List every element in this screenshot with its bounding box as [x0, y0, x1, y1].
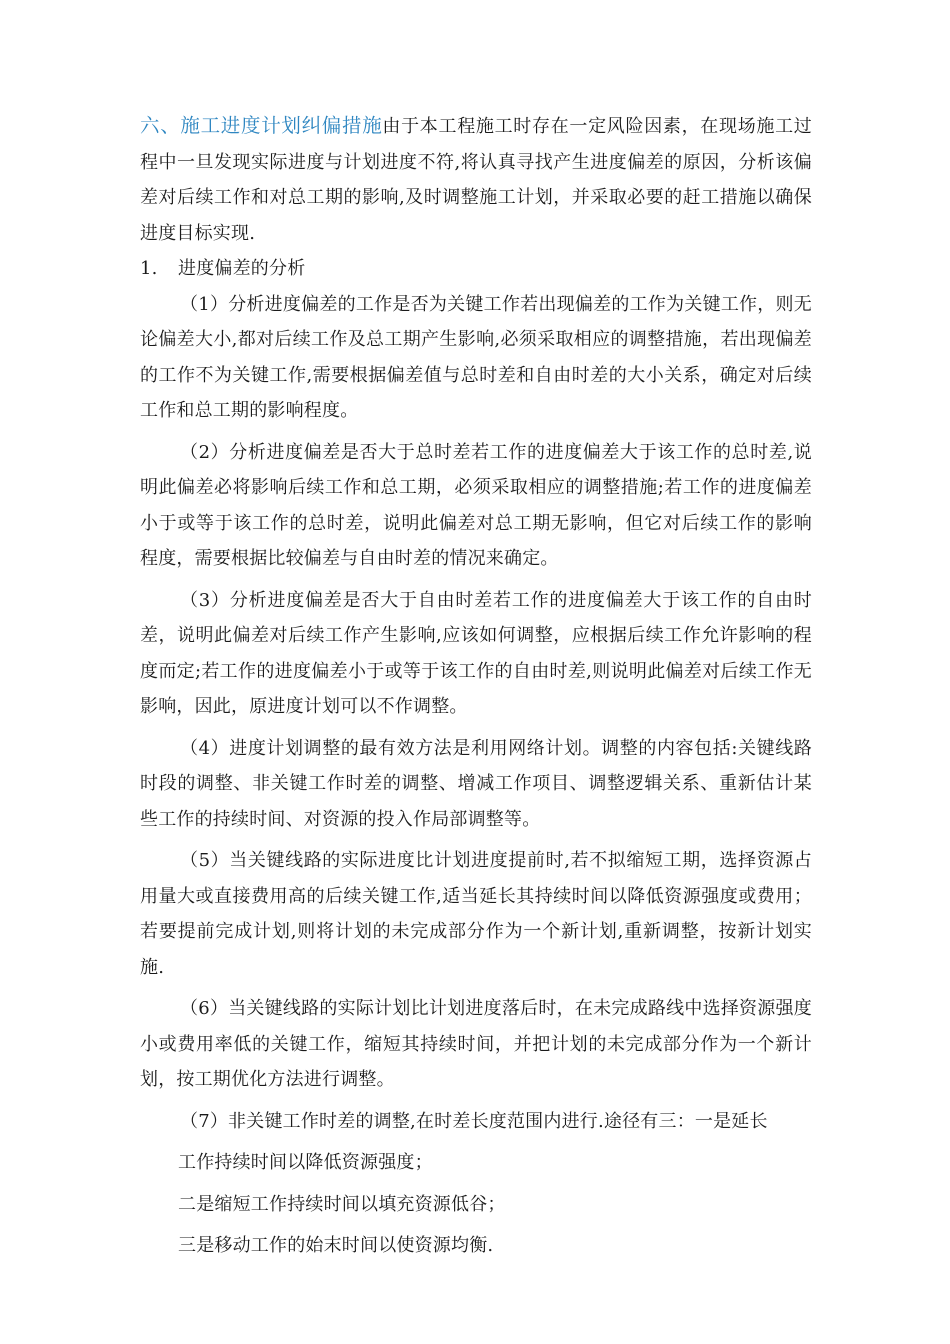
- document-body: [140, 108, 812, 1264]
- item-2-paragraph: （2）分析进度偏差是否大于总时差若工作的进度偏差大于该工作的总时差,说明此偏差必将影响后续工作和总工期，必须采取相应的调整措施;若工作的进度偏差小于或等于该工作的总时差，说明此偏差对总工期无影响，但它对后续工作的影响程度，需要根据比较偏差与自由时差的情况来确定。: [140, 441, 812, 569]
- item-6-paragraph: （6）当关键线路的实际计划比计划进度落后时，在未完成路线中选择资源强度小或费用率低的关键工作，缩短其持续时间，并把计划的未完成部分作为一个新计划，按工期优化方法进行调整。: [140, 998, 812, 1090]
- item-7-line-3: 三是移动工作的始末时间以使资源均衡.: [178, 1235, 494, 1256]
- section-1-title: [140, 251, 812, 287]
- item-1-paragraph: （1）分析进度偏差的工作是否为关键工作若出现偏差的工作为关键工作，则无论偏差大小,都对后续工作及总工期产生影响,必须采取相应的调整措施，若出现偏差的工作不为关键工作,需要根据偏差值与总时差和自由时差的大小关系，确定对后续工作和总工期的影响程度。: [140, 293, 812, 421]
- item-5-paragraph: （5）当关键线路的实际进度比计划进度提前时,若不拟缩短工期，选择资源占用量大或直接费用高的后续关键工作,适当延长其持续时间以降低资源强度或费用；若要提前完成计划,则将计划的未完成部分作为一个新计划,重新调整，按新计划实施.: [140, 850, 812, 978]
- item-7-line-2: 二是缩短工作持续时间以填充资源低谷；: [178, 1193, 506, 1215]
- intro-paragraph: [140, 108, 812, 251]
- section-1-number: 1.: [140, 258, 158, 279]
- item-3-paragraph: （3）分析进度偏差是否大于自由时差若工作的进度偏差大于该工作的自由时差，说明此偏差对后续工作产生影响,应该如何调整，应根据后续工作允许影响的程度而定;若工作的进度偏差小于或等于该工作的自由时差,则说明此偏差对后续工作无影响，因此，原进度计划可以不作调整。: [140, 589, 812, 717]
- section-heading: 六、施工进度计划纠偏措施: [140, 114, 383, 137]
- item-7-first-line: （7）非关键工作时差的调整,在时差长度范围内进行.途径有三：一是延长: [180, 1110, 768, 1132]
- section-1-label: 进度偏差的分析: [178, 258, 306, 279]
- intro-text: 由于本工程施工时存在一定风险因素，在现场施工过程中一旦发现实际进度与计划进度不符,将认真寻找产生进度偏差的原因，分析该偏差对后续工作和对总工期的影响,及时调整施工计划，并采取必要的赶工措施以确保进度目标实现.: [140, 116, 812, 244]
- item-4-paragraph: （4）进度计划调整的最有效方法是利用网络计划。调整的内容包括:关键线路时段的调整、非关键工作时差的调整、增减工作项目、调整逻辑关系、重新估计某些工作的持续时间、对资源的投入作局部调整等。: [140, 737, 812, 830]
- item-7-line-1: 工作持续时间以降低资源强度；: [178, 1152, 433, 1173]
